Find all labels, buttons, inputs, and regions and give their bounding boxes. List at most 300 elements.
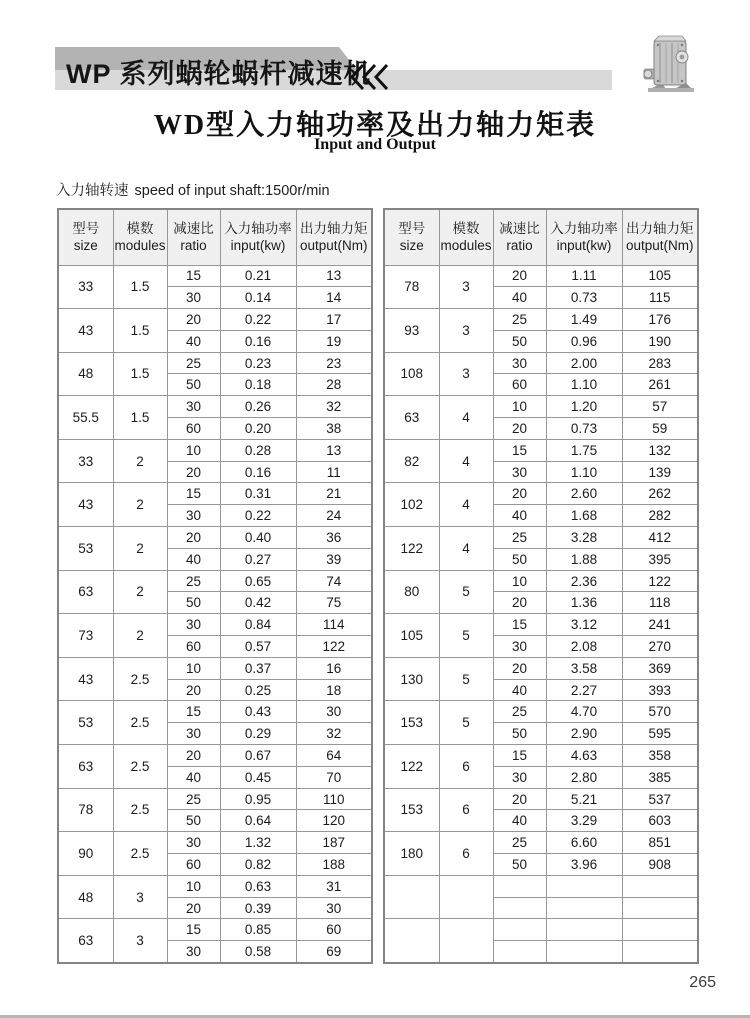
modules-cell: 6 bbox=[439, 788, 493, 832]
size-cell: 90 bbox=[58, 832, 113, 876]
modules-cell: 6 bbox=[439, 832, 493, 876]
ratio-cell: 20 bbox=[493, 265, 546, 287]
column-header-zh: 模数 bbox=[452, 220, 480, 236]
size-cell: 105 bbox=[384, 614, 439, 658]
input-cell: 2.80 bbox=[546, 766, 622, 788]
size-cell: 180 bbox=[384, 832, 439, 876]
input-cell: 0.39 bbox=[220, 897, 296, 919]
table-row bbox=[58, 265, 372, 287]
ratio-cell: 10 bbox=[493, 570, 546, 592]
output-cell: 23 bbox=[296, 352, 372, 374]
input-cell: 0.85 bbox=[220, 919, 296, 941]
size-cell: 93 bbox=[384, 309, 439, 353]
input-cell: 0.22 bbox=[220, 309, 296, 331]
ratio-cell: 20 bbox=[493, 592, 546, 614]
table-row bbox=[384, 788, 698, 810]
ratio-cell: 20 bbox=[493, 788, 546, 810]
size-cell: 63 bbox=[384, 396, 439, 440]
ratio-cell: 25 bbox=[493, 309, 546, 331]
spec-table-left bbox=[57, 208, 373, 964]
ratio-cell bbox=[493, 875, 546, 897]
modules-cell: 4 bbox=[439, 483, 493, 527]
table-row bbox=[58, 527, 372, 549]
size-cell: 33 bbox=[58, 265, 113, 309]
output-cell: 30 bbox=[296, 701, 372, 723]
output-cell: 32 bbox=[296, 396, 372, 418]
ratio-cell: 15 bbox=[167, 265, 220, 287]
output-cell bbox=[622, 875, 698, 897]
input-cell: 4.63 bbox=[546, 745, 622, 767]
size-cell bbox=[384, 875, 439, 919]
column-header-zh: 入力轴功率 bbox=[550, 220, 618, 236]
modules-cell: 2.5 bbox=[113, 788, 167, 832]
column-header-en: output(Nm) bbox=[625, 238, 694, 254]
table-row bbox=[384, 396, 698, 418]
ratio-cell: 30 bbox=[167, 505, 220, 527]
table-row bbox=[384, 657, 698, 679]
column-header-en: size bbox=[73, 238, 98, 254]
output-cell: 262 bbox=[622, 483, 698, 505]
output-cell: 122 bbox=[622, 570, 698, 592]
ratio-cell: 40 bbox=[493, 810, 546, 832]
ratio-cell: 20 bbox=[167, 897, 220, 919]
size-cell: 80 bbox=[384, 570, 439, 614]
size-cell: 78 bbox=[58, 788, 113, 832]
size-cell: 102 bbox=[384, 483, 439, 527]
column-header-zh: 减速比 bbox=[499, 220, 540, 236]
input-cell: 0.18 bbox=[220, 374, 296, 396]
table-row bbox=[384, 309, 698, 331]
modules-cell: 4 bbox=[439, 527, 493, 571]
size-cell: 55.5 bbox=[58, 396, 113, 440]
output-cell: 30 bbox=[296, 897, 372, 919]
ratio-cell: 50 bbox=[493, 723, 546, 745]
output-cell: 261 bbox=[622, 374, 698, 396]
input-cell bbox=[546, 941, 622, 963]
page-subtitle: Input and Output bbox=[314, 136, 436, 153]
input-cell: 3.58 bbox=[546, 657, 622, 679]
size-cell: 43 bbox=[58, 657, 113, 701]
output-cell: 38 bbox=[296, 418, 372, 440]
modules-cell: 1.5 bbox=[113, 396, 167, 440]
output-cell: 412 bbox=[622, 527, 698, 549]
output-cell: 570 bbox=[622, 701, 698, 723]
output-cell: 105 bbox=[622, 265, 698, 287]
ratio-cell: 50 bbox=[167, 592, 220, 614]
table-row bbox=[58, 875, 372, 897]
input-cell: 0.37 bbox=[220, 657, 296, 679]
ratio-cell: 10 bbox=[167, 439, 220, 461]
output-cell: 36 bbox=[296, 527, 372, 549]
input-cell: 3.12 bbox=[546, 614, 622, 636]
modules-cell: 4 bbox=[439, 396, 493, 440]
ratio-cell bbox=[493, 941, 546, 963]
banner-title: WP 系列蜗轮蜗杆减速机 bbox=[66, 59, 372, 89]
ratio-cell: 30 bbox=[167, 832, 220, 854]
output-cell: 595 bbox=[622, 723, 698, 745]
output-cell: 21 bbox=[296, 483, 372, 505]
size-cell: 63 bbox=[58, 745, 113, 789]
output-cell: 114 bbox=[296, 614, 372, 636]
size-cell bbox=[384, 919, 439, 963]
input-cell: 0.45 bbox=[220, 766, 296, 788]
modules-cell: 5 bbox=[439, 614, 493, 658]
table-row bbox=[384, 483, 698, 505]
input-cell: 0.96 bbox=[546, 330, 622, 352]
ratio-cell: 20 bbox=[167, 527, 220, 549]
input-cell: 2.36 bbox=[546, 570, 622, 592]
table-row bbox=[58, 614, 372, 636]
table-row bbox=[384, 439, 698, 461]
column-header-en: ratio bbox=[506, 238, 533, 254]
column-header-en: input(kw) bbox=[230, 238, 286, 254]
ratio-cell: 15 bbox=[167, 701, 220, 723]
input-cell bbox=[546, 919, 622, 941]
output-cell: 24 bbox=[296, 505, 372, 527]
output-cell: 122 bbox=[296, 636, 372, 658]
output-cell: 358 bbox=[622, 745, 698, 767]
output-cell: 17 bbox=[296, 309, 372, 331]
modules-cell: 2.5 bbox=[113, 701, 167, 745]
table-row bbox=[384, 352, 698, 374]
input-cell: 1.11 bbox=[546, 265, 622, 287]
spec-table-right bbox=[383, 208, 699, 964]
ratio-cell: 50 bbox=[493, 854, 546, 876]
input-cell: 1.88 bbox=[546, 548, 622, 570]
column-header-en: modules bbox=[114, 238, 166, 254]
output-cell: 176 bbox=[622, 309, 698, 331]
input-cell: 6.60 bbox=[546, 832, 622, 854]
input-cell: 1.10 bbox=[546, 461, 622, 483]
ratio-cell: 40 bbox=[493, 287, 546, 309]
output-cell: 283 bbox=[622, 352, 698, 374]
ratio-cell: 20 bbox=[167, 309, 220, 331]
ratio-cell: 40 bbox=[493, 505, 546, 527]
output-cell: 385 bbox=[622, 766, 698, 788]
output-cell: 31 bbox=[296, 875, 372, 897]
size-cell: 82 bbox=[384, 439, 439, 483]
ratio-cell: 25 bbox=[493, 832, 546, 854]
ratio-cell: 30 bbox=[493, 636, 546, 658]
input-cell: 1.49 bbox=[546, 309, 622, 331]
output-cell: 908 bbox=[622, 854, 698, 876]
column-header bbox=[167, 209, 220, 265]
output-cell: 70 bbox=[296, 766, 372, 788]
input-cell: 4.70 bbox=[546, 701, 622, 723]
output-cell: 393 bbox=[622, 679, 698, 701]
input-cell: 0.26 bbox=[220, 396, 296, 418]
output-cell: 59 bbox=[622, 418, 698, 440]
input-cell: 0.27 bbox=[220, 548, 296, 570]
table-row bbox=[384, 832, 698, 854]
output-cell: 19 bbox=[296, 330, 372, 352]
size-cell: 43 bbox=[58, 309, 113, 353]
column-header-zh: 型号 bbox=[72, 220, 100, 236]
table-row bbox=[58, 570, 372, 592]
input-cell: 1.36 bbox=[546, 592, 622, 614]
output-cell: 115 bbox=[622, 287, 698, 309]
output-cell: 241 bbox=[622, 614, 698, 636]
ratio-cell: 50 bbox=[493, 330, 546, 352]
modules-cell: 2 bbox=[113, 483, 167, 527]
triple-chevron-left-icon bbox=[349, 63, 393, 96]
size-cell: 153 bbox=[384, 701, 439, 745]
modules-cell: 5 bbox=[439, 570, 493, 614]
table-row bbox=[58, 919, 372, 941]
ratio-cell: 30 bbox=[493, 352, 546, 374]
column-header-zh: 出力轴力矩 bbox=[626, 220, 694, 236]
input-cell: 0.23 bbox=[220, 352, 296, 374]
size-cell: 122 bbox=[384, 745, 439, 789]
ratio-cell: 40 bbox=[493, 679, 546, 701]
input-cell: 2.00 bbox=[546, 352, 622, 374]
input-speed-note-en: speed of input shaft:1500r/min bbox=[134, 183, 330, 199]
output-cell: 395 bbox=[622, 548, 698, 570]
input-cell: 1.10 bbox=[546, 374, 622, 396]
modules-cell: 2.5 bbox=[113, 657, 167, 701]
input-cell: 0.82 bbox=[220, 854, 296, 876]
input-cell: 0.16 bbox=[220, 330, 296, 352]
input-cell: 0.57 bbox=[220, 636, 296, 658]
input-cell: 3.28 bbox=[546, 527, 622, 549]
column-header bbox=[546, 209, 622, 265]
column-header bbox=[58, 209, 113, 265]
input-cell: 0.42 bbox=[220, 592, 296, 614]
input-cell: 0.95 bbox=[220, 788, 296, 810]
input-cell: 0.21 bbox=[220, 265, 296, 287]
input-cell: 0.84 bbox=[220, 614, 296, 636]
modules-cell: 2 bbox=[113, 527, 167, 571]
ratio-cell: 10 bbox=[167, 875, 220, 897]
column-header bbox=[113, 209, 167, 265]
ratio-cell bbox=[493, 919, 546, 941]
input-speed-note-zh: 入力轴转速 bbox=[56, 183, 129, 199]
size-cell: 43 bbox=[58, 483, 113, 527]
output-cell: 139 bbox=[622, 461, 698, 483]
modules-cell: 1.5 bbox=[113, 265, 167, 309]
column-header-zh: 入力轴功率 bbox=[224, 220, 292, 236]
ratio-cell: 15 bbox=[167, 483, 220, 505]
modules-cell: 2 bbox=[113, 439, 167, 483]
input-cell: 0.20 bbox=[220, 418, 296, 440]
input-cell: 0.40 bbox=[220, 527, 296, 549]
ratio-cell: 20 bbox=[167, 679, 220, 701]
column-header bbox=[622, 209, 698, 265]
input-cell bbox=[546, 897, 622, 919]
table-row bbox=[58, 309, 372, 331]
output-cell bbox=[622, 941, 698, 963]
table-row bbox=[58, 483, 372, 505]
size-cell: 63 bbox=[58, 919, 113, 963]
table-row bbox=[58, 788, 372, 810]
column-header-zh: 减速比 bbox=[173, 220, 214, 236]
size-cell: 53 bbox=[58, 701, 113, 745]
output-cell: 188 bbox=[296, 854, 372, 876]
output-cell: 13 bbox=[296, 439, 372, 461]
output-cell: 851 bbox=[622, 832, 698, 854]
ratio-cell: 30 bbox=[167, 723, 220, 745]
ratio-cell: 60 bbox=[167, 636, 220, 658]
modules-cell: 3 bbox=[439, 265, 493, 309]
output-cell: 18 bbox=[296, 679, 372, 701]
column-header bbox=[296, 209, 372, 265]
output-cell: 282 bbox=[622, 505, 698, 527]
output-cell: 603 bbox=[622, 810, 698, 832]
ratio-cell: 25 bbox=[167, 788, 220, 810]
modules-cell: 2 bbox=[113, 614, 167, 658]
size-cell: 63 bbox=[58, 570, 113, 614]
input-cell: 0.31 bbox=[220, 483, 296, 505]
output-cell: 120 bbox=[296, 810, 372, 832]
output-cell: 132 bbox=[622, 439, 698, 461]
table-row bbox=[384, 614, 698, 636]
output-cell: 118 bbox=[622, 592, 698, 614]
ratio-cell: 30 bbox=[167, 396, 220, 418]
table-row bbox=[384, 570, 698, 592]
size-cell: 33 bbox=[58, 439, 113, 483]
ratio-cell: 20 bbox=[493, 483, 546, 505]
output-cell bbox=[622, 919, 698, 941]
modules-cell bbox=[439, 875, 493, 919]
size-cell: 78 bbox=[384, 265, 439, 309]
column-header bbox=[439, 209, 493, 265]
ratio-cell: 15 bbox=[493, 745, 546, 767]
table-row bbox=[384, 919, 698, 941]
column-header-zh: 模数 bbox=[126, 220, 154, 236]
output-cell: 64 bbox=[296, 745, 372, 767]
ratio-cell: 15 bbox=[493, 614, 546, 636]
input-cell: 1.32 bbox=[220, 832, 296, 854]
size-cell: 153 bbox=[384, 788, 439, 832]
input-cell: 0.28 bbox=[220, 439, 296, 461]
table-row bbox=[384, 701, 698, 723]
input-cell: 0.73 bbox=[546, 287, 622, 309]
gearbox-photo bbox=[636, 33, 704, 104]
page-title: WD型入力轴功率及出力轴力矩表 bbox=[153, 110, 597, 141]
ratio-cell: 50 bbox=[167, 374, 220, 396]
table-row bbox=[58, 657, 372, 679]
input-speed-note bbox=[56, 179, 330, 200]
column-header bbox=[384, 209, 439, 265]
output-cell: 57 bbox=[622, 396, 698, 418]
output-cell: 14 bbox=[296, 287, 372, 309]
ratio-cell: 20 bbox=[493, 418, 546, 440]
output-cell: 28 bbox=[296, 374, 372, 396]
modules-cell: 3 bbox=[439, 352, 493, 396]
modules-cell: 6 bbox=[439, 745, 493, 789]
size-cell: 73 bbox=[58, 614, 113, 658]
ratio-cell: 50 bbox=[493, 548, 546, 570]
column-header-en: input(kw) bbox=[556, 238, 612, 254]
ratio-cell: 40 bbox=[167, 766, 220, 788]
table-header-row bbox=[58, 209, 372, 265]
input-cell: 5.21 bbox=[546, 788, 622, 810]
ratio-cell: 60 bbox=[493, 374, 546, 396]
column-header-zh: 出力轴力矩 bbox=[300, 220, 368, 236]
ratio-cell: 60 bbox=[167, 854, 220, 876]
input-cell: 1.75 bbox=[546, 439, 622, 461]
modules-cell: 5 bbox=[439, 701, 493, 745]
size-cell: 122 bbox=[384, 527, 439, 571]
column-header-en: size bbox=[399, 238, 424, 254]
modules-cell: 2 bbox=[113, 570, 167, 614]
ratio-cell: 25 bbox=[493, 701, 546, 723]
page-number: 265 bbox=[689, 974, 716, 991]
ratio-cell: 30 bbox=[167, 614, 220, 636]
ratio-cell: 25 bbox=[167, 352, 220, 374]
modules-cell: 3 bbox=[113, 919, 167, 963]
column-header bbox=[493, 209, 546, 265]
input-cell: 3.96 bbox=[546, 854, 622, 876]
ratio-cell: 10 bbox=[493, 396, 546, 418]
ratio-cell: 20 bbox=[167, 461, 220, 483]
ratio-cell: 40 bbox=[167, 548, 220, 570]
input-cell: 0.63 bbox=[220, 875, 296, 897]
output-cell: 190 bbox=[622, 330, 698, 352]
table-row bbox=[58, 745, 372, 767]
ratio-cell: 60 bbox=[167, 418, 220, 440]
modules-cell: 3 bbox=[113, 875, 167, 919]
ratio-cell: 15 bbox=[167, 919, 220, 941]
input-cell: 0.16 bbox=[220, 461, 296, 483]
table-row bbox=[58, 832, 372, 854]
table-row bbox=[58, 352, 372, 374]
modules-cell: 2.5 bbox=[113, 832, 167, 876]
output-cell: 60 bbox=[296, 919, 372, 941]
output-cell: 16 bbox=[296, 657, 372, 679]
modules-cell: 4 bbox=[439, 439, 493, 483]
input-cell: 2.08 bbox=[546, 636, 622, 658]
ratio-cell: 30 bbox=[493, 461, 546, 483]
output-cell: 39 bbox=[296, 548, 372, 570]
table-row bbox=[384, 265, 698, 287]
modules-cell: 2.5 bbox=[113, 745, 167, 789]
size-cell: 108 bbox=[384, 352, 439, 396]
table-row bbox=[384, 875, 698, 897]
column-header-en: output(Nm) bbox=[299, 238, 368, 254]
output-cell: 11 bbox=[296, 461, 372, 483]
output-cell: 537 bbox=[622, 788, 698, 810]
ratio-cell: 20 bbox=[167, 745, 220, 767]
ratio-cell bbox=[493, 897, 546, 919]
input-cell: 0.73 bbox=[546, 418, 622, 440]
table-row bbox=[384, 745, 698, 767]
ratio-cell: 25 bbox=[493, 527, 546, 549]
column-header-en: ratio bbox=[180, 238, 207, 254]
table-row bbox=[58, 396, 372, 418]
output-cell: 74 bbox=[296, 570, 372, 592]
output-cell: 110 bbox=[296, 788, 372, 810]
input-cell: 0.29 bbox=[220, 723, 296, 745]
column-header-en: modules bbox=[440, 238, 492, 254]
ratio-cell: 10 bbox=[167, 657, 220, 679]
input-cell: 2.27 bbox=[546, 679, 622, 701]
size-cell: 130 bbox=[384, 657, 439, 701]
output-cell: 270 bbox=[622, 636, 698, 658]
modules-cell: 5 bbox=[439, 657, 493, 701]
input-cell: 0.67 bbox=[220, 745, 296, 767]
modules-cell bbox=[439, 919, 493, 963]
input-cell: 1.68 bbox=[546, 505, 622, 527]
table-row bbox=[384, 527, 698, 549]
ratio-cell: 30 bbox=[167, 941, 220, 963]
output-cell: 13 bbox=[296, 265, 372, 287]
input-cell: 0.14 bbox=[220, 287, 296, 309]
ratio-cell: 15 bbox=[493, 439, 546, 461]
input-cell: 0.64 bbox=[220, 810, 296, 832]
modules-cell: 1.5 bbox=[113, 309, 167, 353]
size-cell: 53 bbox=[58, 527, 113, 571]
